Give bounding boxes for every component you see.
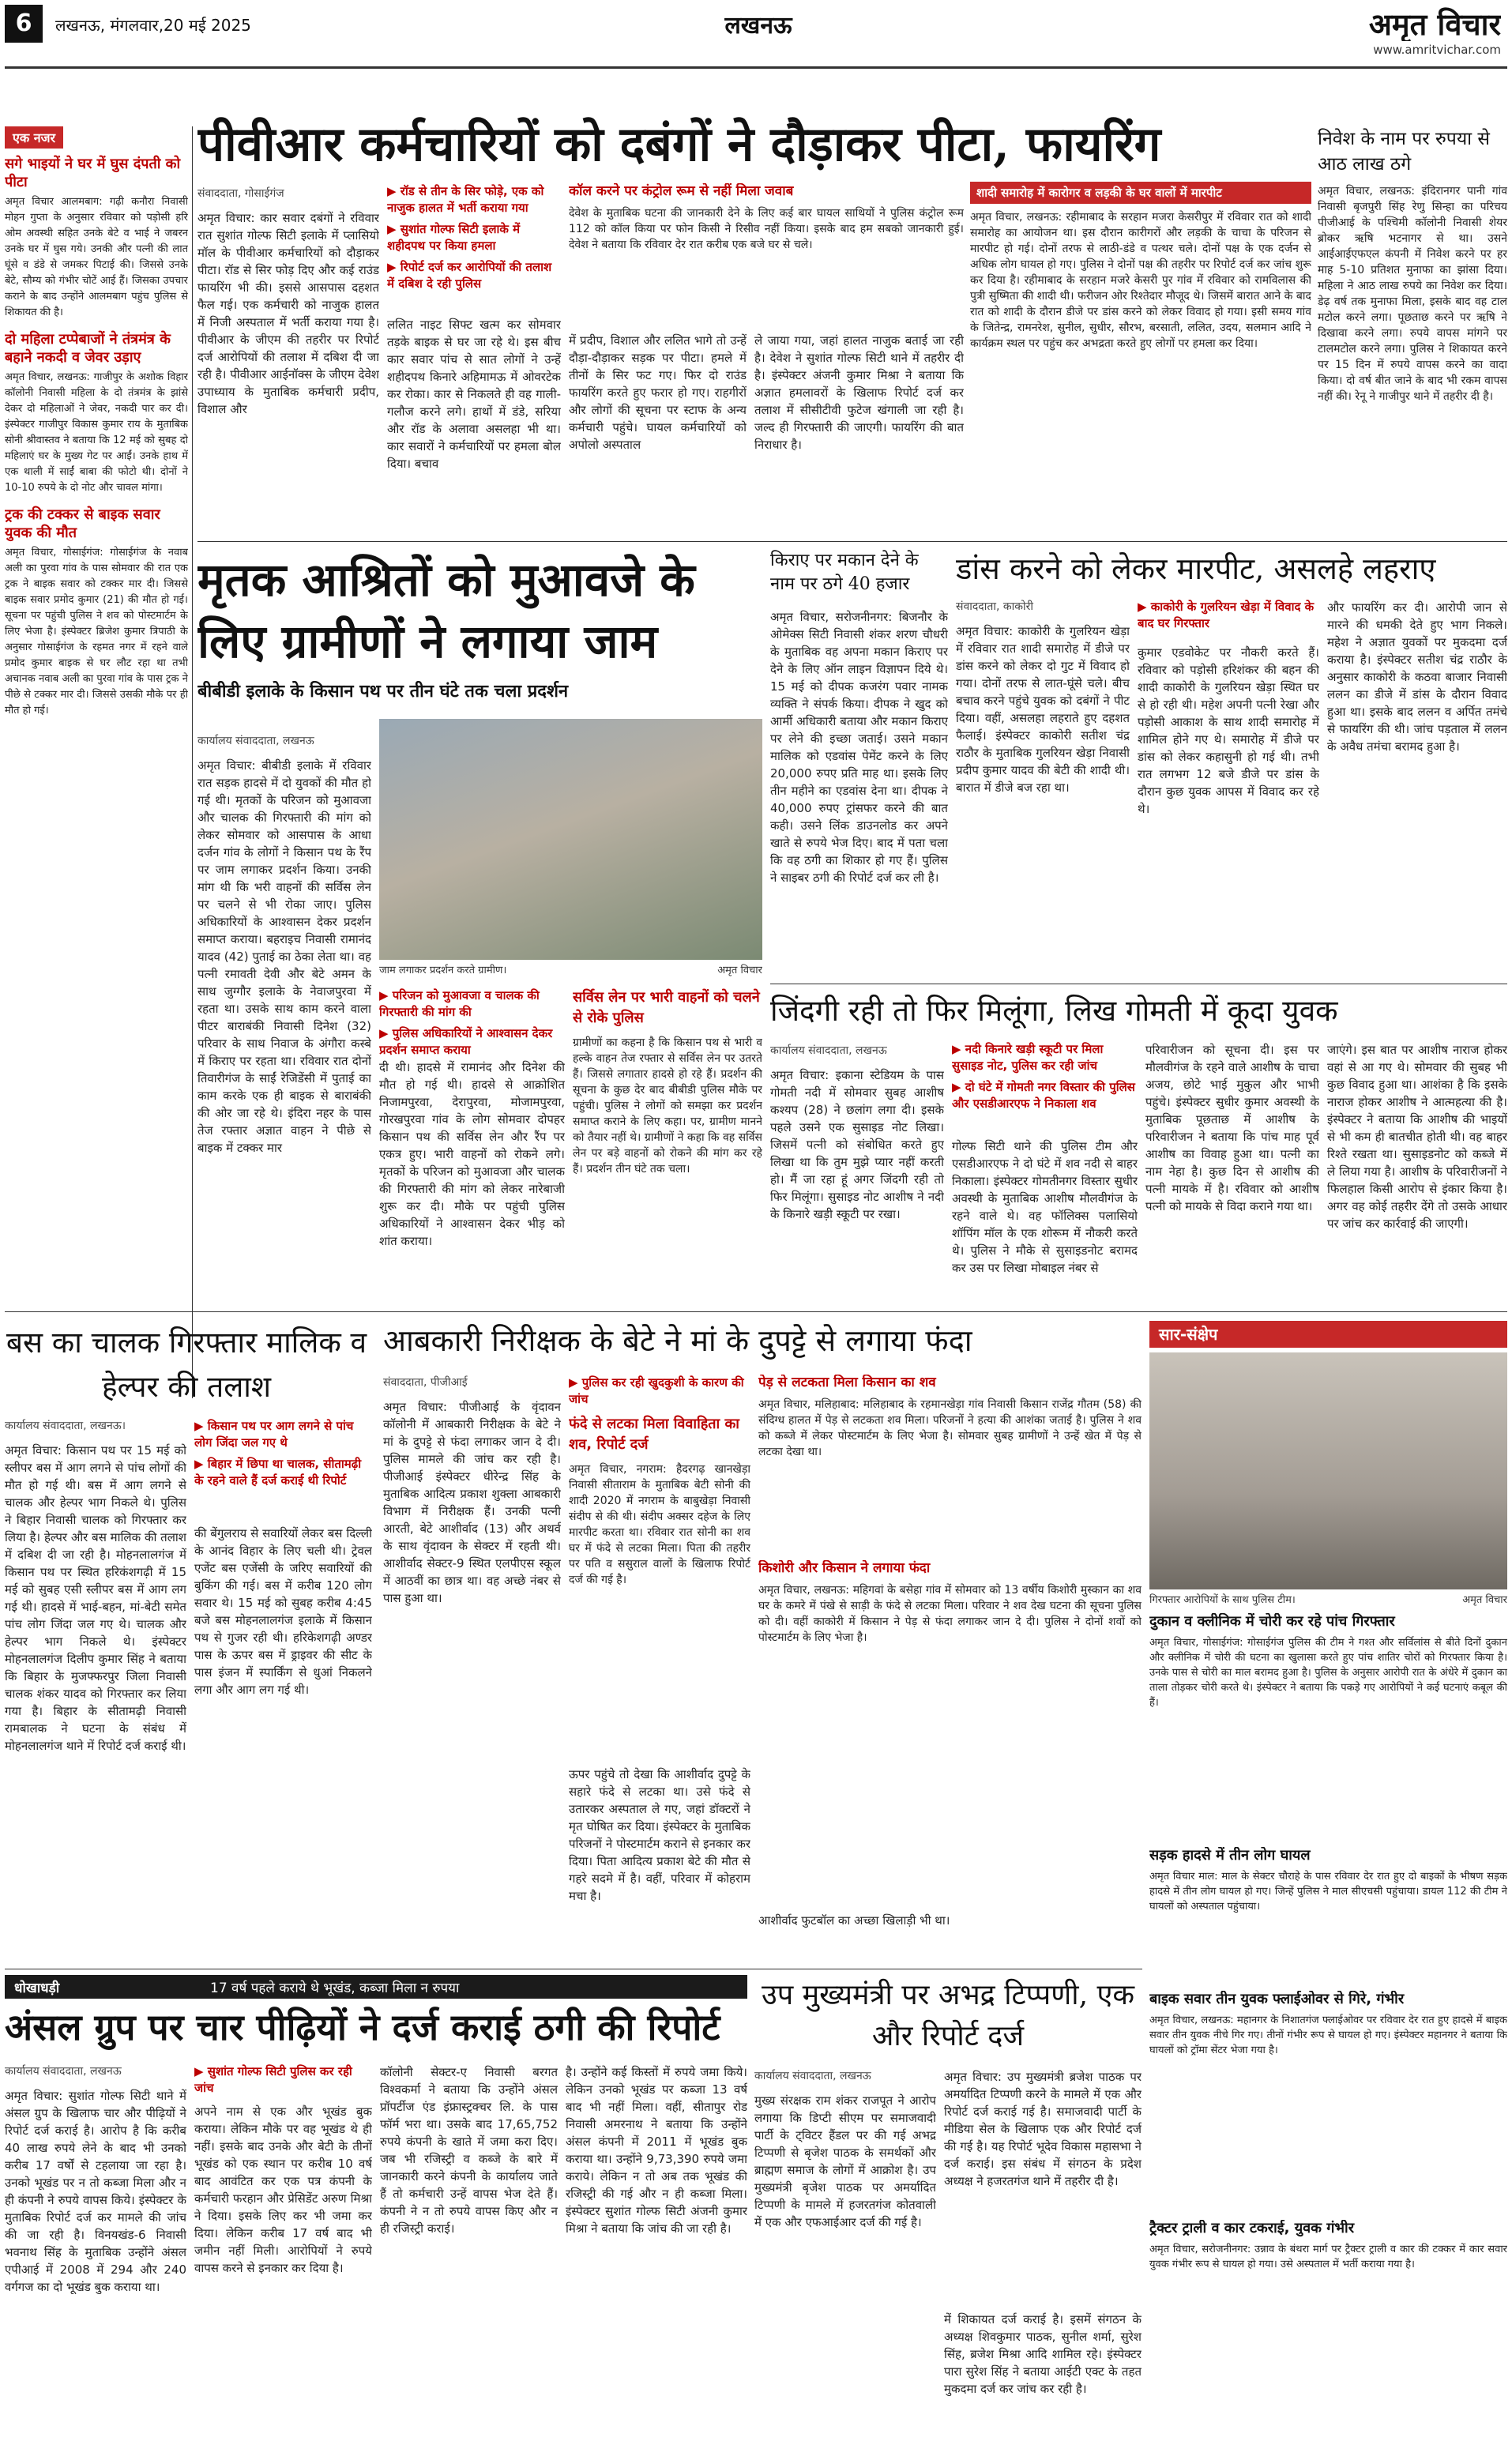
story1-col4: देवेश के मुताबिक घटना की जानकारी देने के लिए कई बार घायल साथियों ने पुलिस कंट्रोल रूम 112 को कॉल किया पर फोन किसी ने रिसीव नहीं किया। इसके बाद हम सबको जानकारी हुई। देवेश ने बताया कि रविवार देर रात करीब एक बजे घर से चले। — [569, 207, 964, 251]
story11-byline: कार्यालय संवाददाता, लखनऊ — [5, 2065, 122, 2078]
story8-col1: अमृत विचार: किसान पथ पर 15 मई को स्लीपर बस में आग लगने से पांच लोगों की मौत हो गई थी। बस में आग लगने से चालक और हेल्पर भाग निकले थे। पुलिस ने बिहार निवासी चालक को गिरफ्तार कर लिया है। हेल्पर और बस मालिक की तलाश में दबिश दी जा रही है। मोहनलालगंज में किसान पथ पर स्थित हरिकंशगढ़ी में 15 मई को सुबह एसी स्लीपर बस में आग लग गई थी। हादसे में भाई-बहन, मां-बेटी समेत पांच लोग जिंदा जल गए थे। चालक और हेल्पर भाग निकले थे। इंस्पेक्टर मोहनलालगंज दिलीप कुमार सिंह ने बताया कि बिहार के मुजफ्फरपुर जिला निवासी चालक शंकर यादव को गिरफ्तार कर लिया गया है। बिहार के सीतामढ़ी निवासी रामबालक ने घटना के संबंध में मोहनलालगंज थाने में रिपोर्ट दर्ज कराई थी। — [5, 1443, 186, 1753]
story9-side-head: फंदे से लटका मिला विवाहिता का शव, रिपोर्ट दर्ज — [569, 1416, 739, 1453]
left-column-divider — [192, 126, 193, 1398]
brief2-body: अमृत विचार, लखनऊ: गाजीपुर के अशोक विहार कॉलोनी निवासी महिला के दो तंत्रमंत्र के झांसे देकर दो महिलाओं ने जेवर, नकदी पार कर दी। इंस्पेक्टर गाजीपुर विकास कुमार राय के मुताबिक सोनी श्रीवास्तव ने बताया कि 12 मई को सुबह दो महिलाएं घर के मुख्य गेट पर आईं। उनके हाथ में एक थाली में साईं बाबा की फोटो थी। दोनों ने 10-10 रुपये के दो नोट और चावल मांगा। — [5, 371, 188, 494]
story2-side-body: ग्रामीणों का कहना है कि किसान पथ से भारी व हल्के वाहन तेज रफ्तार से सर्विस लेन पर उतरते हैं। जिससे लगातार हादसे हो रहे हैं। प्रदर्शन की सूचना के कुछ देर बाद बीबीडी पुलिस मौके पर पहुंची। पुलिस ने लोगों को समझा कर प्रदर्शन समाप्त कराने के लिए कहा। पर, ग्रामीण मानने को तैयार नहीं थे। ग्रामीणों ने कहा कि वह सर्विस लेन पर बड़े वाहनों को रोकने की मांग कर रहे हैं। प्रदर्शन तीन घंटे तक चला। — [573, 1036, 762, 1175]
brief3-head: ट्रक की टक्कर से बाइक सवार युवक की मौत — [5, 506, 160, 541]
story2-col2: दी थी। हादसे में रामानंद और दिनेश की मौत हो गई थी। हादसे से आक्रोशित निजामपुरवा, देरापुरवा, मोजामपुरवा, गोरखपुरवा गांव के लोग सोमवार दोपहर किसान पथ की सर्विस लेन और रैंप पर एकत्र हुए। भारी वाहनों को रोकने लगे। मृतकों के परिजन को मुआवजा और चालक की गिरफ्तारी की मांग को लेकर नारेबाजी शुरू कर दी। मौके पर पहुंची पुलिस अधिकारियों ने आश्वासन देकर भीड़ को शांत कराया। — [379, 1060, 565, 1248]
story11-tagbar — [5, 1975, 747, 1999]
brief1-head: सगे भाइयों ने घर में घुस दंपती को पीटा — [5, 156, 181, 190]
story7-col4: जाएंगे। इस बात पर आशीष नाराज होकर वहां से आ गए थे। सोमवार की सुबह भी कुछ विवाद हुआ था। आशंका है कि इसके नाराज होकर आशीष ने आत्महत्या की है। इंस्पेक्टर ने बताया कि आशीष की भाइयों से भी कम ही बातचीत होती थी। वह बाहर रिश्ते रखता था। सुसाइडनोट को कब्जे में ले लिया गया है। आशीष के परिवारीजनों ने फिलहाल किसी आरोप से इंकार किया है। अगर वह कोई तहरीर देंगे तो उसके आधार पर जांच कर कार्रवाई की जाएगी। — [1327, 1043, 1507, 1231]
sar-head1: दुकान व क्लीनिक में चोरी कर रहे पांच गिरफ्तार — [1149, 1613, 1395, 1630]
story7-col1: अमृत विचार: इकाना स्टेडियम के पास गोमती नदी में सोमवार सुबह आशीष कश्यप (28) ने छलांग लगा दी। इसके पहले उसने एक सुसाइड नोट लिखा। जिसमें पत्नी को संबोधित करते हुए लिखा था कि तुम मुझे प्यार नहीं करती हो। मैं जा रहा हूं अगर जिंदगी रही तो फिर मिलूंगा। सुसाइड नोट आशीष ने नदी के किनारे खड़ी स्कूटी पर रखा। — [770, 1068, 944, 1221]
story8-col3: अमृत विचार: पीजीआई के वृंदावन कॉलोनी में आबकारी निरीक्षक के बेटे ने मां के दुपट्टे से फंदा लगाकर जान दे दी। पुलिस मामले की जांच कर रही है। पीजीआई इंस्पेक्टर धीरेन्द्र सिंह के मुताबिक आदित्य प्रकाश शुक्ला आबकारी विभाग में निरीक्षक हैं। उनकी पत्नी आरती, बेटे आशीर्वाद (13) और अथर्व के साथ वृंदावन के सेक्टर में रहती थी। आशीर्वाद सेक्टर-9 स्थित एलपीएस स्कूल में आठवीं का छात्र था। वह अच्छे नंबर से पास हुआ था। — [383, 1400, 561, 1605]
story6-col1: अमृत विचार: काकोरी के गुलरियन खेड़ा में रविवार रात शादी समारोह में डीजे पर डांस करने को लेकर दो गुट में विवाद हो गया। दोनों तरफ से लात-घूंसे चले। बीच बचाव करने पहुंचे युवक को दबंगों ने पीट दिया। वहीं, असलहा लहराते हुए दहशत फैलाई। इंस्पेक्टर काकोरी सतीश चंद्र राठौर के मुताबिक गुलरियन खेड़ा निवासी प्रदीप कुमार यादव की बेटी की शादी थी। बारात में डीजे बज रहा था। — [956, 624, 1130, 795]
story7-byline: कार्यालय संवाददाता, लखनऊ — [770, 1044, 887, 1057]
story8-byline: कार्यालय संवाददाता, लखनऊ। — [5, 1420, 126, 1432]
story2-deck: बीबीडी इलाके के किसान पथ पर तीन घंटे तक चला प्रदर्शन — [197, 682, 569, 702]
sar-sankshep-tagbar — [1149, 1321, 1507, 1348]
story2-byline: कार्यालय संवाददाता, लखनऊ — [197, 735, 314, 747]
story9-sub1: ▶ पुलिस कर रही खुदकुशी के कारण की जांच — [569, 1375, 744, 1406]
story2-subheads — [379, 987, 565, 1059]
story12-col1: मुख्य संरक्षक राम शंकर राजपूत ने आरोप लगाया कि डिप्टी सीएम पर समाजवादी पार्टी के ट्विटर हैंडल पर की गई अभद्र टिप्पणी से बृजेश पाठक के समर्थकों और ब्राह्मण समाज के लोगों में आक्रोश है। उप मुख्यमंत्री बृजेश पाठक पर अमर्यादित टिप्पणी के मामले में हजरतगंज कोतवाली में एक और एफआईआर दर्ज की गई है। — [754, 2093, 936, 2229]
story2-sub1: ▶ परिजन को मुआवजा व चालक की गिरफ्तारी की मांग की — [379, 988, 540, 1019]
story8-col2: की बेंगुलराय से सवारियों लेकर बस दिल्ली के आनंद विहार के लिए चली थी। ट्रेवल एजेंट बस एजेंसी के जरिए सवारियों की बुकिंग की गई। बस में करीब 120 लोग सवार थे। 15 मई को सुबह करीब 4:45 बजे बस मोहनलालगंज इलाके में किसान पथ से गुजर रही थी। हरिकेशगढ़ी अण्डर पास के ऊपर बस में ड्राइवर की सीट के पास इंजन में स्पार्किंग से धुआं निकलने लगा और आग लग गई थी। — [194, 1526, 372, 1697]
sar-sankshep-photo-credit: अमृत विचार — [1422, 1592, 1507, 1608]
story3-body: अमृत विचार, लखनऊ: रहीमाबाद के सरहान मजरा केसरीपुर में रविवार रात को शादी समारोह का आयोजन था। इस दौरान कारीगरों और लड़की के चाचा के परिजन से मारपीट हो गई। दोनों तरफ से लाठी-डंडे व पत्थर चले। दोनों पक्ष के एक दर्जन से अधिक लोग घायल हो गए। पुलिस ने दोनों पक्ष की तहरीर पर रिपोर्ट दर्ज कर जांच शुरू कर दिया है। रहीमाबाद के सरहान मजरे केसरी पुर गांव में रविवार को रामविलास की पुत्री सुष्मिता की शादी थी। फरीजन ओर रिश्तेदार मौजूद थे। जिसमें बारात आने के बाद रात को शादी के दौरान डीजे पर डांस करने को लेकर विवाद हो गया। इसी समय गांव के जितेन्द्र, रामनरेश, सुनील, सुधीर, सौरभ, बरसाती, ललित, उदय, सलमान आदि ने कार्यक्रम स्थल पर पहुंच कर अभद्रता करते हुए लोगों पर हमला कर दिया। — [970, 211, 1311, 350]
story11-tag: धोखाधड़ी — [14, 1980, 60, 1996]
story1-col3: में प्रदीप, विशाल और ललित भागे तो उन्हें दौड़ा-दौड़ाकर सड़क पर पीटा। हमले में तीनों के सिर फट गए। फिर दो राउंड फायरिंग करते हुए फरार हो गए। राहगीरों और लोगों की सूचना पर स्टाफ के अन्य कर्मचारी पहुंचे। घायल कर्मचारियों को अपोलो अस्पताल — [569, 333, 747, 452]
story2-sub2: ▶ पुलिस अधिकारियों ने आश्वासन देकर प्रदर्शन समाप्त कराया — [379, 1026, 553, 1057]
story6-col2: कुमार एडवोकेट पर नौकरी करते हैं। रविवार को पड़ोसी हरिशंकर की बहन की शादी काकोरी के गुलरियन खेड़ा स्थित घर से हो रही थी। महेश अपनी पत्नी रेखा और पड़ोसी आकाश के साथ शादी समारोह में शामिल होने गए थे। समारोह में डीजे पर डांस को लेकर कहासुनी हो गई थी। तभी रात लगभग 12 बजे डीजे पर डांस के दौरान कुछ युवक आपस में विवाद कर रहे थे। — [1138, 645, 1319, 816]
story6-col3: और फायरिंग कर दी। आरोपी जान से मारने की धमकी देते हुए भाग निकले। महेश ने अज्ञात युवकों पर मुकदमा दर्ज कराया है। इंस्पेक्टर सतीश चंद्र राठौर के अनुसार काकोरी के कठवा बाजार निवासी ललन का डीजे में डांस के दौरान विवाद हुआ था। इसके बाद ललन व अर्पित तमंचे से फायरिंग की थी। जांच पड़ताल में ललन के अवैध तमंचा बरामद हुआ है। — [1327, 600, 1507, 754]
sar-head4: ट्रैक्टर ट्राली व कार टकराई, युवक गंभीर — [1149, 2220, 1355, 2236]
story8-headline: बस का चालक गिरफ्तार मालिक व हेल्पर की तलाश — [6, 1326, 367, 1404]
story11-headline: अंसल ग्रुप पर चार पीढ़ियों ने दर्ज कराई ठगी की रिपोर्ट — [5, 2006, 720, 2048]
story1-sub3: ▶ रिपोर्ट दर्ज कर आरोपियों की तलाश में दबिश दे रही पुलिस — [387, 260, 552, 291]
story8-col4: ऊपर पहुंचे तो देखा कि आशीर्वाद दुपट्टे के सहारे फंदे से लटका था। उसे फंदे से उतारकर अस्पताल ले गए, जहां डॉक्टरों ने मृत घोषित कर दिया। इंस्पेक्टर के मुताबिक परिजनों ने पोस्टमार्टम कराने से इनकार कर दिया। पिता आदित्य प्रकाश बेटे की मौत से गहरे सदमे में है। वहीं, परिवार में कोहराम मचा है। — [569, 1767, 750, 1903]
row3-divider — [5, 1311, 1507, 1312]
story2-photo — [379, 719, 762, 960]
sar-sankshep-tag: सार-संक्षेप — [1159, 1325, 1218, 1344]
story1-col2: ललित नाइट सिफ्ट खत्म कर सोमवार तड़के बाइक से घर जा रहे थे। इस बीच कार सवार पांच से सात लोगों ने उन्हें शहीदपथ किनारे अहिमामऊ में ओवरटेक कर रोका। कार से निकलते ही वह गाली-गलौज करने लगे। हाथों में डंडे, सरिया और रॉड के अलावा असलहा भी था। कार सवारों ने कर्मचारियों पर हमला बोल दिया। बचाव — [387, 318, 561, 471]
story11-col4: है। उन्होंने कई किस्तों में रुपये जमा किये। लेकिन उनको भूखंड पर कब्जा 13 वर्ष बाद भी नहीं मिला। वहीं, सीतापुर रोड निवासी अमरनाथ ने बताया कि उन्होंने अंसल कंपनी में 2011 में भूखंड बुक कराया था। उन्होंने 9,73,390 रुपये जमा कराये। लेकिन न तो अब तक भूखंड की रजिस्ट्री की गई और न ही कब्जा मिला। इंस्पेक्टर सुशांत गोल्फ सिटी अंजनी कुमार मिश्रा ने बताया कि जांच की जा रही है। — [566, 2065, 747, 2236]
story8-sub1: ▶ किसान पथ पर आग लगने से पांच लोग जिंदा जल गए थे — [194, 1419, 354, 1450]
story11-col1: अमृत विचार: सुशांत गोल्फ सिटी थाने में अंसल ग्रुप के खिलाफ चार और पीढ़ियों ने रिपोर्ट दर्ज कराई है। आरोप है कि करीब 40 लाख रुपये लेने के बाद भी उनको करीब 17 वर्षों से टहलाया जा रहा है। उनको भूखंड पर न तो कब्जा मिला और न ही कंपनी ने रुपये वापस किये। इंस्पेक्टर के मुताबिक रिपोर्ट दर्ज कर मामले की जांच की जा रही है। विनयखंड-6 निवासी भवनाथ सिंह के मुताबिक उन्होंने अंसल एपीआई में 2008 में 294 और 240 वर्गगज का दो भूखंड बुक कराया था। — [5, 2089, 186, 2294]
story11-col3: कॉलोनी सेक्टर-ए निवासी बरगत विश्वकर्मा ने बताया कि उन्होंने अंसल प्रॉपर्टीज एंड इंफ्रास्ट्रक्चर लि. के पास फॉर्म भरा था। उसके बाद 17,65,752 रुपये कंपनी के खाते में जमा करा दिए। जब भी रजिस्ट्री व कब्जे के बारे में जानकारी करने कंपनी के कार्यालय जाते हैं तो कर्मचारी उन्हें वापस भेज देते हैं। कंपनी ने न तो रुपये वापस किए और न ही रजिस्ट्री कराई। — [380, 2065, 558, 2236]
story2-photo-caption: जाम लगाकर प्रदर्शन करते ग्रामीण। — [379, 962, 616, 978]
story12-col3: में शिकायत दर्ज कराई है। इसमें संगठन के अध्यक्ष शिवकुमार पाठक, सुनील शर्मा, सुरेश सिंह, ब्रजेश मिश्रा आदि शामिल रहे। इंस्पेक्टर पारा सुरेश सिंह ने बताया आईटी एक्ट के तहत मुकदमा दर्ज कर जांच कर रही है। — [944, 2312, 1142, 2396]
story7-subheads — [952, 1041, 1138, 1136]
sar-sankshep-photo — [1149, 1352, 1507, 1589]
story7-sub2: ▶ दो घंटे में गोमती नगर विस्तार की पुलिस और एसडीआरएफ ने निकाला शव — [952, 1080, 1135, 1111]
sar-head3: बाइक सवार तीन युवक फ्लाईओवर से गिरे, गंभीर — [1149, 1991, 1405, 2007]
sar-body1: अमृत विचार, गोसाईगंज: गोसाईगंज पुलिस की टीम ने गश्त और सर्विलांस से बीते दिनों दुकान और क्लीनिक में चोरी की घटना का खुलासा करते हुए पांच शातिर चोरों को गिरफ्तार किया है। उनके पास से चोरी का माल बरामद हुआ है। पुलिस के अनुसार आरोपी रात के अंधेरे में दुकान का ताला तोड़कर चोरी करते थे। इंस्पेक्टर ने बताया कि पकड़े गए आरोपियों ने कई घटनाएं कबूल की हैं। — [1149, 1637, 1507, 1709]
story12-byline: कार्यालय संवाददाता, लखनऊ — [754, 2070, 871, 2082]
sar-body3: अमृत विचार, लखनऊ: महानगर के निशातगंज फ्लाईओवर पर रविवार देर रात हुए हादसे में बाइक सवार तीन युवक नीचे गिर गए। तीनों गंभीर रूप से घायल हो गए। इंस्पेक्टर महानगर ने बताया कि घायलों को ट्रॉमा सेंटर भेजा गया है। — [1149, 2014, 1507, 2056]
story11-kicker: 17 वर्ष पहले कराये थे भूखंड, कब्जा मिला न रुपया — [210, 1980, 460, 1996]
story12-headline: उप मुख्यमंत्री पर अभद्र टिप्पणी, एक और रिपोर्ट दर्ज — [761, 1979, 1135, 2052]
story4-body: अमृत विचार, सरोजनीनगर: बिजनौर के ओमेक्स सिटी निवासी शंकर शरण चौधरी के मुताबिक वह अपना मकान किराए पर देने के लिए ऑन लाइन विज्ञापन दिये थे। 15 मई को दीपक कजरंग पवार नामक व्यक्ति ने संपर्क किया। दीपक ने खुद को आर्मी अधिकारी बताया और मकान किराए पर लेने की इच्छा जताई। उसने मकान मालिक को एडवांस पेमेंट करने के लिए 20,000 रुपए प्रति माह था। इसके लिए तीन महीने का एडवांस देना था। दीपक ने 40,000 रुपए ट्रांसफर करने की बात कही। उसने लिंक डाउनलोड कर अपने खाते से रुपये भेज दिए। बाद में पता चला कि वह ठगी का शिकार हो गए हैं। पुलिस ने साइबर ठगी की रिपोर्ट दर्ज कर ली है। — [770, 610, 948, 885]
story11-col2: अपने नाम से एक और भूखंड बुक कराया। लेकिन मौके पर वह भूखंड थे ही नहीं। इसके बाद उनके और बेटी के तीनों भूखंड को एक स्थान पर करीब 10 वर्ष बाद आवंटित कर एक पत्र कंपनी के कर्मचारी फरहान और प्रेसिडेंट अरुण मिश्रा ने दिया। इसके लिए कर भी जमा कर दिया। लेकिन करीब 17 वर्ष बाद भी जमीन नहीं मिली। आरोपियों ने रुपये वापस करने से इनकार कर दिया है। — [194, 2105, 372, 2275]
story8-sub2: ▶ बिहार में छिपा था चालक, सीतामढ़ी के रहने वाले हैं दर्ज कराई थी रिपोर्ट — [194, 1457, 362, 1488]
story7-sub1: ▶ नदी किनारे खड़ी स्कूटी पर मिला सुसाइड नोट, पुलिस कर रही जांच — [952, 1042, 1104, 1073]
page-number-box: 6 — [5, 5, 43, 43]
brief2-head: दो महिला टप्पेबाजों ने तंत्रमंत्र के बहाने नकदी व जेवर उड़ाए — [5, 331, 171, 366]
story1-col1: अमृत विचार: कार सवार दबंगों ने रविवार रात सुशांत गोल्फ सिटी इलाके में प्लासियो मॉल के पीवीआर कर्मचारियों को दौड़ाकर पीटा। रॉड से सिर फोड़ दिए और कई राउंड फायरिंग भी की। इससे आसपास दहशत फैल गई। एक कर्मचारी को नाजुक हालत में निजी अस्पताल में भर्ती कराया गया है। पीवीआर के जीएम की तहरीर पर रिपोर्ट दर्ज आरोपियों की तलाश में दबिश दी जा रही है। पीवीआर आईनॉक्स के जीएम देवेश उपाध्याय के मुताबिक कर्मचारी प्रदीप, विशाल और — [197, 211, 379, 416]
brief3-body: अमृत विचार, गोसाईगंज: गोसाईगंज के नवाब अली का पुरवा गांव के पास सोमवार की रात एक ट्रक ने बाइक सवार को टक्कर मार दी। जिससे बाइक सवार प्रमोद कुमार (21) की मौत हो गई। सूचना पर पहुंची पुलिस ने शव को पोस्टमार्टम के लिए भेजा है। इंस्पेक्टर ब्रिजेश कुमार त्रिपाठी के अनुसार गोसाईगंज के रहमत नगर में रहने वाले प्रमोद कुमार बाइक से घर लौट रहा था तभी अचानक नवाब अली का पुरवा गांव के पास ट्रक ने पीछे से टक्कर मार दी। जिससे उसकी मौके पर ही मौत हो गई। — [5, 547, 188, 717]
story12-col2: अमृत विचार: उप मुख्यमंत्री ब्रजेश पाठक पर अमर्यादित टिप्पणी करने के मामले में एक और रिपोर्ट दर्ज कराई गई है। समाजवादी पार्टी के मीडिया सेल के खिलाफ एक और रिपोर्ट दर्ज की गई है। यह रिपोर्ट भूदेव विकास महासभा ने दर्ज कराई। इस संबंध में संगठन के प्रदेश अध्यक्ष ने हजरतगंज थाने में तहरीर दी है। — [944, 2070, 1142, 2188]
story2-headline: मृतक आश्रितों को मुआवजे के लिए ग्रामीणों ने लगाया जाम — [197, 553, 695, 668]
story1-subheads — [387, 183, 561, 310]
story6-headline: डांस करने को लेकर मारपीट, असलहे लहराए — [956, 551, 1436, 586]
section-name: लखनऊ — [724, 12, 792, 39]
story7-col2: गोल्फ सिटी थाने की पुलिस टीम और एसडीआरएफ ने दो घंटे में शव नदी से बाहर निकाला। इंस्पेक्टर गोमतीनगर विस्तार सुधीर अवस्थी के मुताबिक आशीष मौलवीगंज के रहने वाले थे। वह फॉलिक्स पलासियो शॉपिंग मॉल के एक शोरूम में नौकरी करते थे। पुलिस ने मौके से सुसाइडनोट बरामद कर उस पर लिखा मोबाइल नंबर से — [952, 1139, 1138, 1275]
left-column — [5, 126, 188, 1406]
story9-headline: आबकारी निरीक्षक के बेटे ने मां के दुपट्टे से लगाया फंदा — [383, 1323, 972, 1358]
masthead-rule — [5, 66, 1507, 69]
row1-divider — [197, 541, 1507, 542]
story7-headline: जिंदगी रही तो फिर मिलूंगा, लिख गोमती में कूदा युवक — [770, 994, 1338, 1028]
story2-side-head: सर्विस लेन पर भारी वाहनों को चलने से रोके पुलिस — [573, 989, 760, 1026]
story1-sub1: ▶ रॉड से तीन के सिर फोड़े, एक को नाजुक हालत में भर्ती कराया गया — [387, 184, 544, 215]
story4-head: किराए पर मकान देने के नाम पर ठगे 40 हजार — [770, 551, 919, 594]
brief1-body: अमृत विचार आलमबाग: गढ़ी कनौरा निवासी मोहन गुप्ता के अनुसार रविवार को पड़ोसी हरि ओम अवस्थी सहित उनके बेटे व भाई ने जबरन उनके घर में घुस गये। उनकी और पत्नी की लात घूंसे व डंडे से जमकर पिटाई की। जिससे उनके बेटे, सौम्य को गंभीर चोटें आई हैं। जिसका उपचार कराने के बाद उन्होंने आलमबाग पहुंच पुलिस से शिकायत की है। — [5, 196, 188, 318]
dateline: लखनऊ, मंगलवार,20 मई 2025 — [55, 16, 251, 35]
story7-col3: परिवारीजन को सूचना दी। इस पर मौलवीगंज के रहने वाले आशीष के चाचा अजय, छोटे भाई मुकुल और भाभी पहुंचे। इंस्पेक्टर सुधीर कुमार अवस्थी के मुताबिक पूछताछ में आशीष के परिवारीजन ने बताया कि पांच माह पूर्व आशीष का विवाह हुआ था। पत्नी का नाम नेहा है। कुछ दिन से आशीष की पत्नी मायके में है। रविवार को आशीष पत्नी को मायके से विदा कराने गया था। — [1145, 1043, 1319, 1213]
story6-sub1: ▶ काकोरी के गुलरियन खेड़ा में विवाद के बाद घर गिरफ्तार — [1138, 600, 1315, 630]
sar-body2: अमृत विचार माल: माल के सेक्टर चौराहे के पास रविवार देर रात हुए दो बाइकों के भीषण सड़क हादसे में तीन लोग घायल हो गए। जिन्हें पुलिस ने माल सीएचसी पहुंचाया। डायल 112 की टीम ने घायलों को अस्पताल पहुंचाया। — [1149, 1871, 1507, 1913]
website: www.amritvichar.com — [1373, 43, 1501, 57]
story10-body1: अमृत विचार, मलिहाबाद: मलिहाबाद के रहमानखेड़ा गांव निवासी किसान राजेंद्र गौतम (58) की संदिग्ध हालत में पेड़ से लटकता शव मिला। परिजनों ने हत्या की आशंका जताई है। पुलिस ने शव को कब्जे में लेकर पोस्टमार्टम के लिए भेजा है। सोमवार सुबह ग्रामीणों ने उन्हें खेत में पेड़ से लटका देखा था। — [758, 1398, 1142, 1458]
story10-head1: पेड़ से लटकता मिला किसान का शव — [758, 1375, 936, 1390]
story9-side-body: अमृत विचार, नगराम: हैदरगढ़ खानखेड़ा निवासी सीताराम के मुताबिक बेटी सोनी की शादी 2020 में नगराम के बाबुखेड़ा निवासी संदीप से की थी। संदीप अक्सर दहेज के लिए मारपीट करता था। रविवार रात सोनी का शव घर में फंदे से लटका मिला। पिता की तहरीर पर पति व ससुराल वालों के खिलाफ रिपोर्ट दर्ज की गई है। — [569, 1463, 750, 1586]
story10-tail: आशीर्वाद फुटबॉल का अच्छा खिलाड़ी भी था। — [758, 1913, 950, 1928]
story2-photo-credit: अमृत विचार — [695, 962, 762, 978]
ek-nazar-tag: एक नजर — [5, 126, 63, 149]
story8-subheads — [194, 1418, 372, 1521]
story5-body: अमृत विचार, लखनऊ: इंदिरानगर पानी गांव निवासी बृजपुरी सिंह रेणु सिन्हा का परिचय पीजीआई के पश्चिमी कॉलोनी निवासी शेयर ब्रोकर ऋषि भटनागर से था। उसने आईआईएफएल कंपनी में निवेश करने पर हर माह 5-10 प्रतिशत मुनाफा का झांसा दिया। महिला ने आठ लाख रुपये का निवेश कर दिया। डेढ़ वर्ष तक मुनाफा मिला, इसके बाद वह टाल मटोल करने लगा। पूछताछ करने पर ऋषि ने दिखावा करने लगा। रुपये वापस मांगने पर टालमटोल करने लगा। पुलिस ने शिकायत करने पर 15 दिन में रुपये वापस करने का वादा किया। दो वर्ष बीत जाने के बाद भी रकम वापस नहीं की। रेनू ने गाजीपुर थाने में तहरीर दी है। — [1318, 185, 1507, 403]
story3-head: शादी समारोह में कारोगर व लड़की के घर वालों में मारपीट — [976, 186, 1222, 200]
story10-head2: किशोरी और किसान ने लगाया फंदा — [758, 1560, 931, 1576]
story1-headline: पीवीआर कर्मचारियों को दबंगों ने दौड़ाकर पीटा, फायरिंग — [197, 117, 1161, 172]
story5-head: निवेश के नाम पर रुपया से आठ लाख ठगे — [1318, 129, 1490, 175]
story6-byline: संवाददाता, काकोरी — [956, 600, 1033, 613]
sar-head2: सड़क हादसे में तीन लोग घायल — [1149, 1847, 1311, 1864]
story1-byline: संवाददाता, गोसाईगंज — [197, 187, 284, 200]
story10-body2: अमृत विचार, लखनऊ: महिगवां के बसेहा गांव में सोमवार को 13 वर्षीय किशोरी मुस्कान का शव घर के कमरे में पंखे से साड़ी के फंदे से लटका मिला। परिवार ने शव देख घटना की सूचना पुलिस को दी। वहीं काकोरी में किसान ने पेड़ से फंदा लगाकर जान दे दी। पुलिस ने दोनों शवों को पोस्टमार्टम के लिए भेजा है। — [758, 1584, 1142, 1644]
story1-col5: ले जाया गया, जहां हालत नाजुक बताई जा रही है। देवेश ने सुशांत गोल्फ सिटी थाने में तहरीर दी है। इंस्पेक्टर अंजनी कुमार मिश्रा ने बताया कि अज्ञात हमलावरों के खिलाफ रिपोर्ट दर्ज कर तलाश में सीसीटीवी फुटेज खंगाली जा रही है। जल्द ही गिरफ्तारी की जाएगी। फायरिंग की बात निराधार है। — [754, 333, 964, 452]
story9-byline: संवाददाता, पीजीआई — [383, 1376, 468, 1389]
sar-body4: अमृत विचार, सरोजनीनगर: उन्नाव के बंथरा मार्ग पर ट्रैक्टर ट्राली व कार की टक्कर में कार सवार युवक गंभीर रूप से घायल हो गया। उसे अस्पताल में भर्ती कराया गया है। — [1149, 2244, 1507, 2270]
masthead — [0, 0, 1512, 75]
story1-sub2: ▶ सुशांत गोल्फ सिटी इलाके में शहीदपथ पर किया हमला — [387, 222, 521, 253]
paper-name: अमृत विचार — [1368, 6, 1501, 41]
sar-sankshep-photo-caption: गिरफ्तार आरोपियों के साथ पुलिस टीम। — [1149, 1592, 1410, 1608]
story3-headbar — [970, 182, 1311, 204]
story2-col1: अमृत विचार: बीबीडी इलाके में रविवार रात सड़क हादसे में दो युवकों की मौत हो गई थी। मृतकों के परिजन को मुआवजा और चालक की गिरफ्तारी की मांग को लेकर सोमवार को आसपास के आधा दर्जन गांव के लोगों ने किसान पथ के रैंप पर जाम लगाकर प्रदर्शन किया। उनकी मांग थी कि भरी वाहनों की सर्विस लेन पर चलने से भी रोका जाए। पुलिस अधिकारियों के आश्वासन देकर प्रदर्शन समाप्त कराया। बहराइच निवासी रामानंद यादव (42) पुताई का ठेका लेता था। वह पत्नी रमावती देवी और बेटे अमन के साथ जुग्गौर इलाके के नेवाजपुरवा में रहता था। उसके साथ काम करने वाला पीटर बाराबंकी निवासी दिनेश (32) परिवार के साथ निवाज के अंगौरा कस्बे में किराए पर रहता था। रविवार रात दोनों तिवारीगंज के साईं रेजिडेंसी में पुताई का काम करके एक ही बाइक से बाराबंकी की ओर जा रहे थे। इंदिरा नहर के पास तेज रफ्तार अज्ञात वाहन ने पीछे से बाइक में टक्कर मार — [197, 758, 371, 1155]
story1-sub4: कॉल करने पर कंट्रोल रूम से नहीं मिला जवाब — [569, 183, 794, 199]
story11-sub1: ▶ सुशांत गोल्फ सिटी पुलिस कर रही जांच — [194, 2064, 352, 2095]
